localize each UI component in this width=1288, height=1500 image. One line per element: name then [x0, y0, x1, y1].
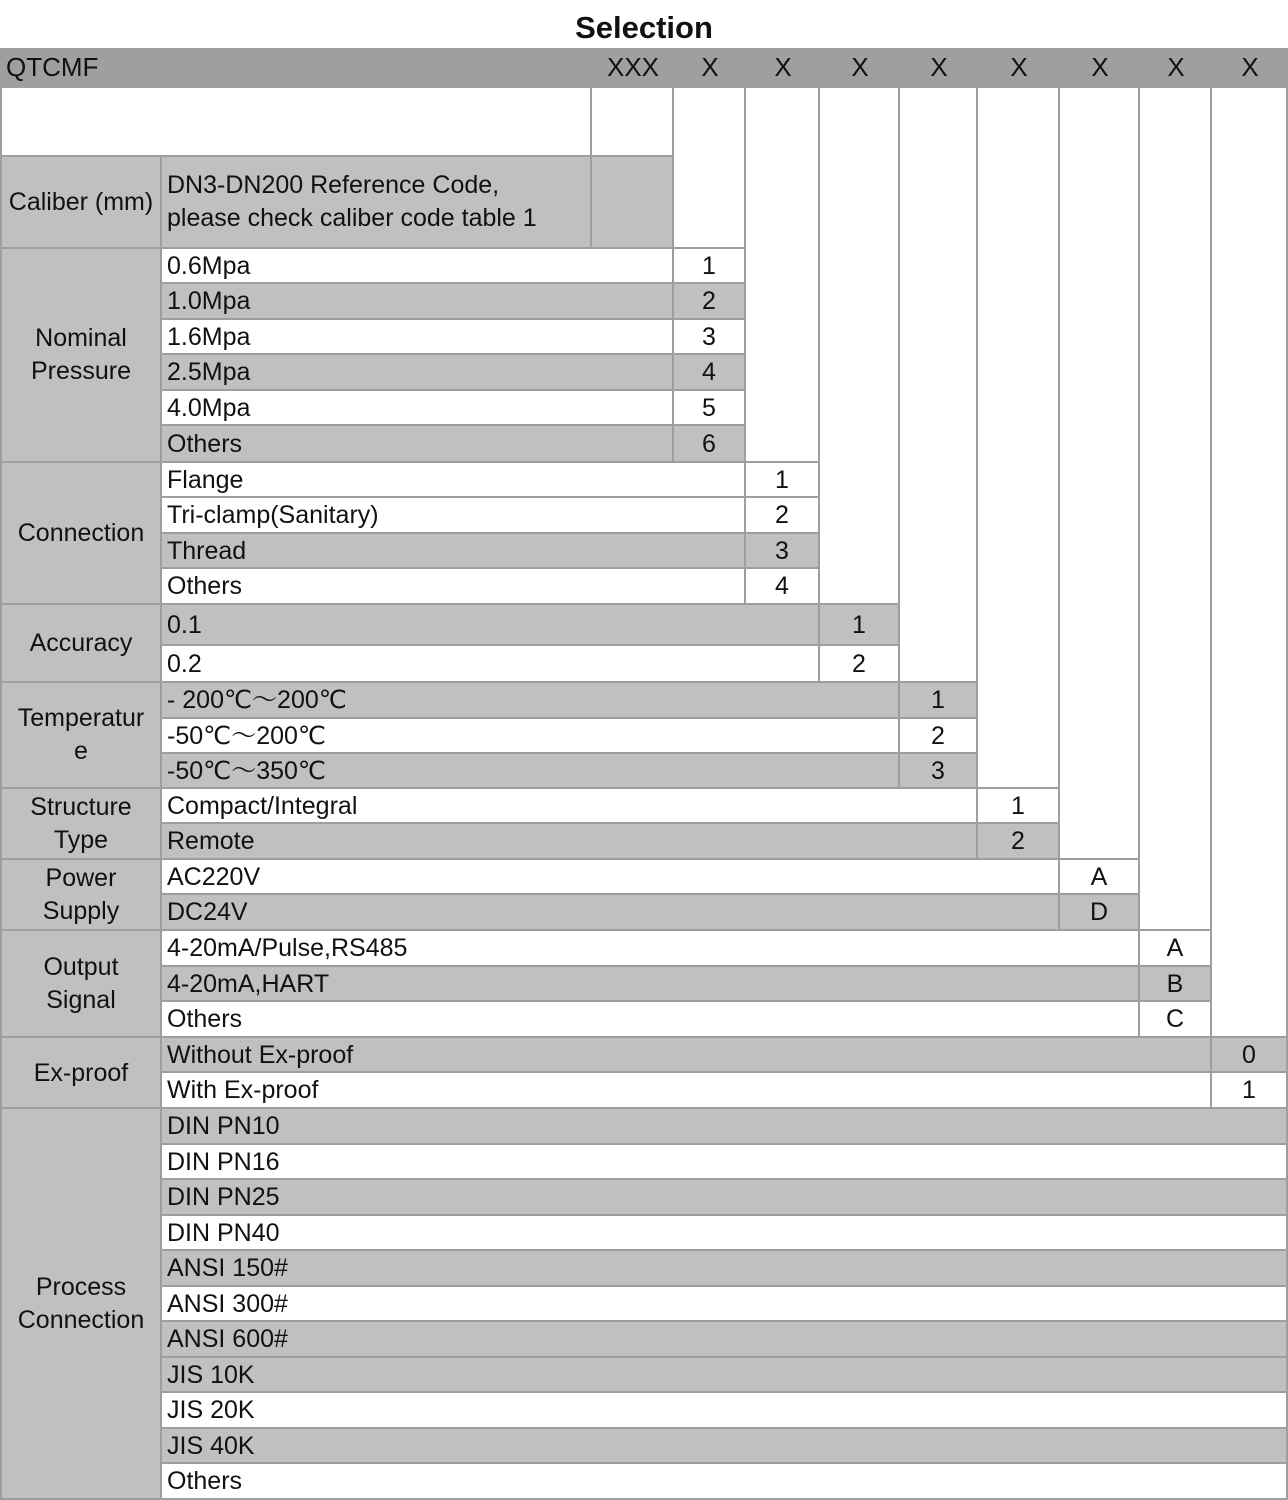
ex-proof-label: Ex-proof — [0, 1036, 162, 1109]
code-placeholder-connection: X — [774, 52, 792, 82]
option-process-ansi-150: ANSI 150# — [160, 1249, 1288, 1287]
code-pressure-2-5: 4 — [672, 353, 746, 391]
option-process-din-pn40: DIN PN40 — [160, 1214, 1288, 1251]
code-connection-triclamp: 2 — [744, 496, 820, 534]
column-strip-connection — [744, 86, 820, 463]
code-pressure-0-6: 1 — [672, 247, 746, 284]
option-pressure-2-5: 2.5Mpa — [160, 353, 674, 391]
option-without-ex-proof: Without Ex-proof — [160, 1036, 1212, 1073]
option-process-ansi-600: ANSI 600# — [160, 1320, 1288, 1358]
column-strip-accuracy — [818, 86, 900, 605]
temperature-label: Temperatur e — [0, 681, 162, 789]
option-structure-remote: Remote — [160, 822, 978, 860]
code-power-dc24v: D — [1058, 893, 1140, 931]
option-structure-compact: Compact/Integral — [160, 787, 978, 824]
option-process-din-pn25: DIN PN25 — [160, 1178, 1288, 1216]
option-output-hart: 4-20mA,HART — [160, 965, 1140, 1002]
option-process-din-pn10: DIN PN10 — [160, 1107, 1288, 1145]
code-placeholder-pressure: X — [701, 52, 719, 82]
code-output-others: C — [1138, 1000, 1212, 1038]
accuracy-label: Accuracy — [0, 603, 162, 683]
code-pressure-4-0: 5 — [672, 389, 746, 426]
option-temperature-50-350: -50℃～350℃ — [160, 752, 900, 789]
option-with-ex-proof: With Ex-proof — [160, 1071, 1212, 1109]
code-without-ex-proof: 0 — [1210, 1036, 1288, 1073]
caliber-label: Caliber (mm) — [0, 155, 162, 249]
option-connection-thread: Thread — [160, 532, 746, 569]
option-process-others: Others — [160, 1462, 1288, 1500]
option-connection-flange: Flange — [160, 461, 746, 498]
code-temperature-50-200: 2 — [898, 717, 978, 754]
model-name: QTCMF — [6, 52, 99, 82]
code-placeholder-structure: X — [1010, 52, 1028, 82]
column-strip-exproof — [1210, 86, 1288, 1038]
code-output-hart: B — [1138, 965, 1212, 1002]
code-temperature-200-200: 1 — [898, 681, 978, 719]
column-strip-pressure — [672, 86, 746, 249]
option-process-ansi-300: ANSI 300# — [160, 1285, 1288, 1322]
code-power-ac220v: A — [1058, 858, 1140, 895]
code-temperature-50-350: 3 — [898, 752, 978, 789]
page-title: Selection — [575, 10, 713, 45]
code-placeholder-output: X — [1167, 52, 1185, 82]
option-temperature-50-200: -50℃～200℃ — [160, 717, 900, 754]
code-structure-compact: 1 — [976, 787, 1060, 824]
code-output-pulse-rs485: A — [1138, 929, 1212, 967]
option-power-ac220v: AC220V — [160, 858, 1060, 895]
option-pressure-1-6: 1.6Mpa — [160, 318, 674, 355]
nominal-pressure-label: Nominal Pressure — [0, 247, 162, 463]
column-strip-output — [1138, 86, 1212, 931]
option-connection-others: Others — [160, 567, 746, 605]
option-connection-triclamp: Tri-clamp(Sanitary) — [160, 496, 746, 534]
code-with-ex-proof: 1 — [1210, 1071, 1288, 1109]
option-process-jis-20k: JIS 20K — [160, 1391, 1288, 1429]
option-pressure-4-0: 4.0Mpa — [160, 389, 674, 426]
code-placeholder-temperature: X — [930, 52, 948, 82]
process-connection-label: Process Connection — [0, 1107, 162, 1500]
code-accuracy-0-2: 2 — [818, 644, 900, 683]
code-connection-flange: 1 — [744, 461, 820, 498]
option-power-dc24v: DC24V — [160, 893, 1060, 931]
option-pressure-1-0: 1.0Mpa — [160, 282, 674, 320]
option-process-jis-10k: JIS 10K — [160, 1356, 1288, 1393]
option-process-jis-40k: JIS 40K — [160, 1427, 1288, 1464]
option-accuracy-0-2: 0.2 — [160, 644, 820, 683]
code-pressure-1-6: 3 — [672, 318, 746, 355]
option-pressure-others: Others — [160, 424, 674, 463]
caliber-code-cell — [590, 155, 674, 249]
option-output-pulse-rs485: 4-20mA/Pulse,RS485 — [160, 929, 1140, 967]
blank-code-cell — [590, 86, 674, 157]
code-pressure-others: 6 — [672, 424, 746, 463]
structure-type-label: Structure Type — [0, 787, 162, 860]
connection-label: Connection — [0, 461, 162, 605]
code-placeholder-exproof: X — [1241, 52, 1259, 82]
column-strip-temperature — [898, 86, 978, 683]
option-temperature-200-200: - 200℃～200℃ — [160, 681, 900, 719]
option-output-others: Others — [160, 1000, 1140, 1038]
option-process-din-pn16: DIN PN16 — [160, 1143, 1288, 1180]
code-connection-others: 4 — [744, 567, 820, 605]
blank-cell — [0, 86, 592, 157]
code-placeholder-accuracy: X — [851, 52, 869, 82]
option-pressure-0-6: 0.6Mpa — [160, 247, 674, 284]
code-placeholder-power: X — [1091, 52, 1109, 82]
column-strip-power — [1058, 86, 1140, 860]
output-signal-label: Output Signal — [0, 929, 162, 1038]
code-accuracy-0-1: 1 — [818, 603, 900, 646]
option-accuracy-0-1: 0.1 — [160, 603, 820, 646]
code-placeholder-caliber: XXX — [606, 52, 660, 82]
code-pressure-1-0: 2 — [672, 282, 746, 320]
power-supply-label: Power Supply — [0, 858, 162, 931]
caliber-description: DN3-DN200 Reference Code, please check caliber code table 1 — [160, 155, 592, 249]
code-connection-thread: 3 — [744, 532, 820, 569]
column-strip-structure — [976, 86, 1060, 789]
code-structure-remote: 2 — [976, 822, 1060, 860]
model-code-header — [0, 48, 1288, 86]
